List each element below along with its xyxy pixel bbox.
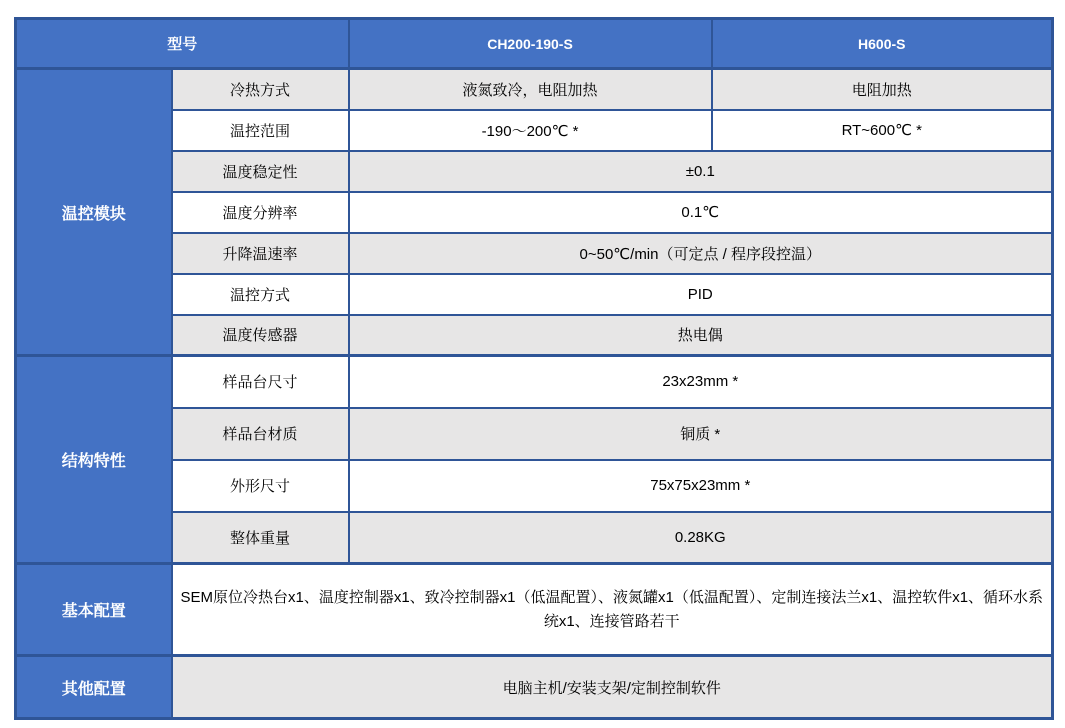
table-row: [16, 69, 1053, 110]
group-cell-structure: 结构特性: [16, 356, 172, 564]
spec-value: 23x23mm *: [349, 356, 1053, 408]
table-row: [16, 356, 1053, 408]
spec-value: 液氮致冷，电阻加热: [349, 69, 712, 110]
spec-value: 热电偶: [349, 315, 1053, 356]
spec-value: 75x75x23mm *: [349, 460, 1053, 512]
spec-label: 温控范围: [172, 110, 349, 151]
model-header-ch200-190-s: CH200-190-S: [349, 19, 712, 69]
spec-label: 温度传感器: [172, 315, 349, 356]
spec-label: 温度分辨率: [172, 192, 349, 233]
table-row: [16, 274, 1053, 315]
spec-value: 铜质 *: [349, 408, 1053, 460]
table-row: [16, 656, 1053, 719]
spec-label: 温度稳定性: [172, 151, 349, 192]
spec-table: [14, 17, 1054, 720]
spec-label: 温控方式: [172, 274, 349, 315]
table-row: [16, 564, 1053, 656]
group-cell-temperature-control: 温控模块: [16, 69, 172, 356]
table-row: [16, 192, 1053, 233]
table-row: [16, 460, 1053, 512]
basic-config-value: SEM原位冷热台x1、温度控制器x1、致冷控制器x1（低温配置）、液氮罐x1（低温配置）、定制连接法兰x1、温控软件x1、循环水系统x1、连接管路若干: [172, 564, 1053, 656]
spec-value: 0.1℃: [349, 192, 1053, 233]
header-row: [16, 19, 1053, 69]
spec-label: 外形尺寸: [172, 460, 349, 512]
group-cell-other-config: 其他配置: [16, 656, 172, 719]
table-row: [16, 512, 1053, 564]
spec-value: 0~50℃/min（可定点 / 程序段控温）: [349, 233, 1053, 274]
spec-label: 样品台材质: [172, 408, 349, 460]
spec-label: 整体重量: [172, 512, 349, 564]
spec-value: -190～200℃ *: [349, 110, 712, 151]
spec-value: PID: [349, 274, 1053, 315]
table-row: [16, 315, 1053, 356]
table-row: [16, 110, 1053, 151]
spec-value: RT~600℃ *: [712, 110, 1053, 151]
table-row: [16, 408, 1053, 460]
table-row: [16, 151, 1053, 192]
group-cell-basic-config: 基本配置: [16, 564, 172, 656]
spec-label: 冷热方式: [172, 69, 349, 110]
spec-value: 0.28KG: [349, 512, 1053, 564]
model-header-h600-s: H600-S: [712, 19, 1053, 69]
table-row: [16, 233, 1053, 274]
spec-value: 电阻加热: [712, 69, 1053, 110]
spec-label: 升降温速率: [172, 233, 349, 274]
model-label-header: 型号: [16, 19, 349, 69]
spec-label: 样品台尺寸: [172, 356, 349, 408]
spec-value: ±0.1: [349, 151, 1053, 192]
other-config-value: 电脑主机/安装支架/定制控制软件: [172, 656, 1053, 719]
